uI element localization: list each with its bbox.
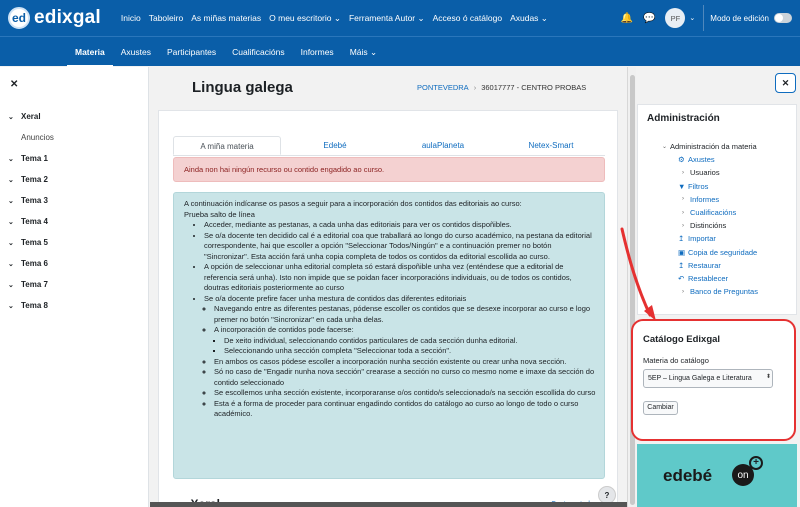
list-item: ▪ De xeito individual, seleccionando contidos particulares de cada sección dunha editorial.: [224, 336, 596, 347]
breadcrumb: [417, 83, 586, 92]
chevron-down-icon[interactable]: ⌄: [662, 144, 668, 151]
section-label: Tema 6: [21, 259, 48, 268]
course-index-section[interactable]: [8, 106, 54, 127]
close-icon[interactable]: ✕: [10, 79, 19, 90]
nav-inicio[interactable]: Inicio: [120, 12, 141, 23]
chevron-right-icon[interactable]: ›: [682, 222, 684, 229]
user-controls: [621, 0, 793, 36]
plus-icon: +: [749, 456, 763, 470]
list-item: ▪ Seleccionando unha sección completa "Seleccionar toda a sección".: [224, 346, 596, 357]
tab-participants[interactable]: Participantes: [167, 47, 217, 57]
filter-icon: ▼: [678, 181, 686, 191]
tree-item-label[interactable]: Copia de seguridade: [688, 247, 758, 257]
no-resources-alert: Ainda non hai ningún recurso ou contido engadido ao curso.: [173, 157, 605, 182]
breadcrumb-separator: ›: [473, 83, 477, 92]
select-arrows-icon[interactable]: ⬍: [766, 374, 772, 380]
list-item: ◦ Esta é a forma de proceder para continuar engadindo contidos do catálogo ao curso ao longo de todo o curso académico.: [214, 399, 596, 420]
chevron-right-icon[interactable]: ›: [682, 209, 684, 216]
chevron-down-icon[interactable]: ⌄: [8, 302, 14, 310]
chevron-down-icon[interactable]: ⌄: [8, 260, 14, 268]
chevron-down-icon[interactable]: ⌄: [8, 113, 14, 121]
upload-icon: ↥: [678, 260, 685, 270]
nav-author-tool[interactable]: Ferramenta Autor ⌄: [348, 12, 425, 23]
tab-materia[interactable]: Materia: [67, 37, 113, 67]
section-label: Tema 4: [21, 217, 48, 226]
tree-item-reports[interactable]: [638, 193, 758, 206]
chevron-right-icon[interactable]: ›: [682, 196, 684, 203]
instructions-subsublist: [214, 336, 596, 357]
edebe-logo-text: edebé: [663, 466, 713, 485]
list-item: ◦ Navegando entre as diferentes pestanas, pódense escoller os contidos que se desexe incorporar ao curso e logo premer no botón "Sincronizar" en cada unha delas.: [214, 304, 596, 325]
page-title: Lingua galega: [192, 79, 293, 96]
list-item-text: Se o/a docente prefire facer unha mestura de contidos das diferentes editoriais: [204, 293, 467, 303]
list-item: [204, 294, 596, 420]
instructions-intro: A continuación indícanse os pasos a seguir para a incorporación dos contidos das editoriais ao curso:: [184, 199, 522, 208]
top-navbar: [0, 0, 800, 36]
tree-item-course-admin[interactable]: [638, 140, 758, 153]
chevron-right-icon[interactable]: ›: [682, 169, 684, 176]
tree-item-label[interactable]: Importar: [688, 234, 716, 244]
course-nav-bar: [0, 36, 800, 66]
main-nav: [121, 13, 556, 24]
catalog-subject-select[interactable]: 5EP – Lingua Galega e Literatura: [643, 369, 773, 388]
avatar[interactable]: PF: [665, 8, 685, 28]
chevron-down-icon[interactable]: ⌄: [8, 218, 14, 226]
course-index-section[interactable]: [8, 211, 54, 232]
tree-item-label[interactable]: Banco de Preguntas: [690, 287, 758, 297]
instructions-box: [173, 192, 605, 479]
breadcrumb-link[interactable]: PONTEVEDRA: [417, 83, 469, 92]
publisher-tabs: [173, 136, 605, 156]
catalog-subject-label: Materia do catálogo: [643, 356, 709, 365]
tree-item-settings[interactable]: [638, 153, 758, 166]
chevron-right-icon[interactable]: ›: [682, 288, 684, 295]
change-button[interactable]: Cambiar: [643, 401, 678, 415]
nav-help[interactable]: Axudas ⌄: [510, 12, 548, 23]
tree-item-label: Distincións: [690, 221, 727, 231]
bell-icon[interactable]: 🔔: [620, 12, 633, 24]
logo-text: edixgal: [34, 7, 101, 28]
list-item: ◦ Só no caso de "Engadir nunha nova sección" crearase a sección no curso co mesmo nome e imaxe da sección do contido seleccionado: [214, 367, 596, 388]
tree-item-label[interactable]: Filtros: [688, 181, 709, 191]
course-index: [8, 106, 54, 316]
chat-icon[interactable]: 💬: [642, 12, 656, 24]
tree-item-label: Administración da materia: [670, 142, 757, 152]
tree-item-label[interactable]: Cualificacións: [690, 208, 737, 218]
course-index-activity[interactable]: [8, 127, 54, 148]
tree-item-label[interactable]: Axustes: [688, 155, 715, 165]
course-index-section[interactable]: [8, 274, 54, 295]
list-item: ◦ Se escollemos unha sección existente, incorporaranse o/os contido/s seleccionado/s na sección escollida do curso: [214, 388, 596, 399]
list-item-text: A incorporación de contidos pode facerse:: [214, 325, 354, 334]
blocks-drawer: [637, 67, 800, 507]
file-icon: ▣: [678, 247, 686, 257]
edit-mode-toggle[interactable]: [774, 13, 792, 23]
list-item: • Se o/a docente ten decidido cal é a editorial coa que traballará ao longo do curso académico, na pestana da editorial correspondente, hai que escoller a opción "Seleccionar Todos/Ningún" e a continuación premer no botón "Sincronizar". Esta acción fará unha copia completa de todos os contidos da editorial escollida ao curso.: [204, 231, 596, 263]
tree-item-filters[interactable]: [638, 180, 758, 193]
tab-netex-smart[interactable]: Netex-Smart: [528, 141, 574, 150]
activity-label: Anuncios: [21, 133, 54, 142]
section-label: Tema 8: [21, 301, 48, 310]
course-index-section[interactable]: [8, 190, 54, 211]
nav-my-desktop[interactable]: O meu escritorio ⌄: [269, 12, 341, 23]
nav-taboleiro[interactable]: Taboleiro: [148, 12, 184, 23]
course-index-section[interactable]: [8, 232, 54, 253]
logo-badge-icon: ed: [8, 7, 30, 29]
tab-aulaplaneta[interactable]: aulaPlaneta: [421, 141, 465, 150]
course-index-section[interactable]: [8, 295, 54, 316]
nav-catalog-access[interactable]: Acceso ó catálogo: [432, 12, 503, 23]
tree-item-grades[interactable]: [638, 206, 758, 219]
list-item: ◦ En ambos os casos pódese escoller a incorporación nunha sección existente ou crear unha nova sección.: [214, 357, 596, 368]
horizontal-scroll-edge: [150, 502, 627, 507]
nav-my-courses[interactable]: As miñas materias: [191, 12, 262, 23]
tab-reports[interactable]: Informes: [300, 47, 334, 57]
tab-settings[interactable]: Axustes: [120, 47, 152, 57]
section-label: Xeral: [21, 112, 41, 121]
chevron-down-icon[interactable]: ⌄: [8, 155, 14, 163]
tree-item-label[interactable]: Informes: [690, 194, 720, 204]
administration-block: [637, 104, 797, 315]
chevron-down-icon[interactable]: ⌄: [689, 15, 696, 22]
instructions-sublist: [204, 304, 596, 420]
breadcrumb-current: 36017777 - CENTRO PROBAS: [481, 83, 587, 92]
course-index-drawer: [0, 67, 149, 507]
block-title: Catálogo Edixgal: [643, 334, 721, 345]
catalog-block: [631, 319, 796, 441]
course-index-section[interactable]: [8, 169, 54, 190]
upload-icon: ↥: [678, 234, 685, 244]
power-on-icon: on: [732, 464, 754, 486]
section-label: Tema 7: [21, 280, 48, 289]
close-icon[interactable]: ✕: [775, 73, 796, 93]
annotation-arrow: [598, 225, 658, 325]
course-index-section[interactable]: [8, 148, 54, 169]
help-button[interactable]: ?: [598, 486, 616, 504]
chevron-down-icon[interactable]: ⌄: [8, 239, 14, 247]
tab-my-course[interactable]: A miña materia: [173, 136, 281, 155]
tab-edebe[interactable]: Edebé: [323, 141, 347, 150]
block-title: Administración: [647, 113, 720, 124]
list-item: • A opción de seleccionar unha editorial completa só estará dispoñible unha vez (enténdese que a editorial de referencia será unha). Isto non impide que se poidan facer incorporacións individuais, ou de todos os contidos, doutras editoriais posteriormente ao curso: [204, 262, 596, 294]
edit-mode-label: Modo de edición: [710, 13, 769, 23]
section-label: Tema 2: [21, 175, 48, 184]
undo-icon: ↶: [678, 273, 685, 283]
tree-item-label[interactable]: Restablecer: [688, 273, 729, 283]
edixgal-logo[interactable]: [8, 7, 101, 29]
gear-icon: ⚙: [678, 155, 685, 165]
section-label: Tema 5: [21, 238, 48, 247]
tab-more[interactable]: Máis ⌄: [349, 47, 378, 57]
divider: [703, 5, 704, 31]
tab-grades[interactable]: Cualificacións: [232, 47, 285, 57]
instructions-list: [194, 220, 596, 420]
section-label: Tema 1: [21, 154, 48, 163]
instructions-test-line: Prueba salto de línea: [184, 209, 255, 219]
tree-item-users[interactable]: [638, 166, 758, 179]
tree-item-label: Usuarios: [690, 168, 720, 178]
edebe-on-banner[interactable]: [637, 444, 797, 507]
section-label: Tema 3: [21, 196, 48, 205]
course-content-card: [158, 110, 618, 507]
course-index-section[interactable]: [8, 253, 54, 274]
list-item: • Acceder, mediante as pestanas, a cada unha das editoriais para ver os contidos dispoñibles.: [204, 220, 596, 231]
chevron-down-icon[interactable]: ⌄: [8, 281, 14, 289]
chevron-down-icon[interactable]: ⌄: [8, 176, 14, 184]
tree-item-label[interactable]: Restaurar: [688, 260, 721, 270]
list-item: [214, 325, 596, 357]
chevron-down-icon[interactable]: ⌄: [8, 197, 14, 205]
